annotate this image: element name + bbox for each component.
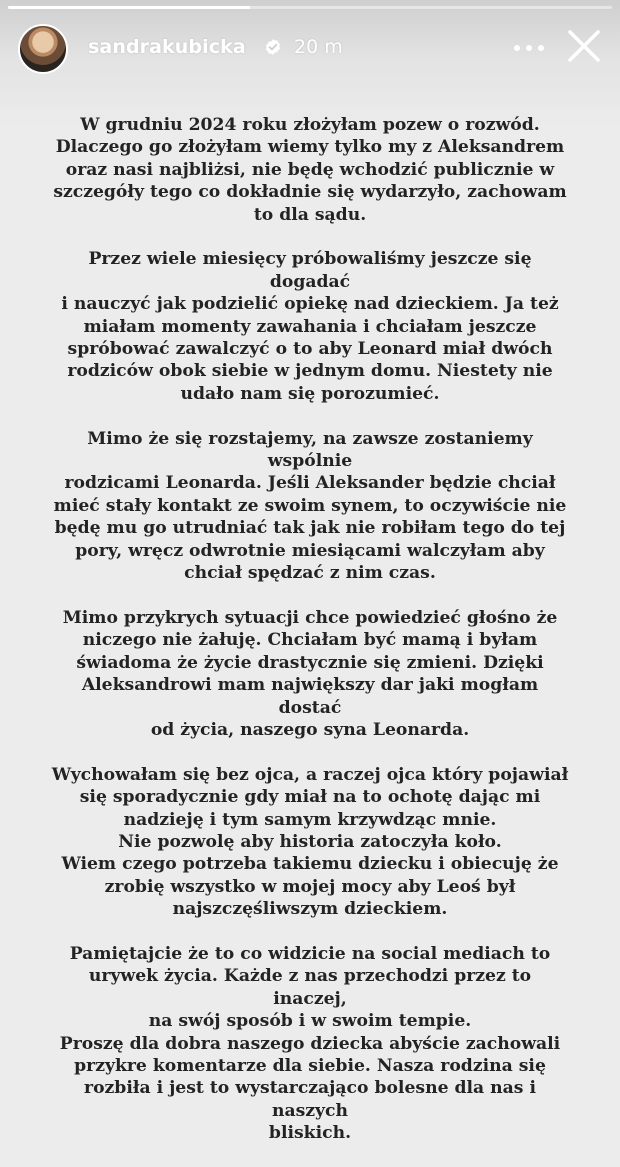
story-paragraph: Mimo przykrych sytuacji chce powiedzieć głośno że niczego nie żałuję. Chciałam być mamą i byłam świadoma że życie drastycznie się zmieni. Dzięki Aleksandrowi mam największy dar jaki mogłam dostać od życia, naszego syna Leonarda. bbox=[62, 607, 558, 740]
timestamp: 20 m bbox=[294, 36, 343, 58]
story-paragraph: Pamiętajcie że to co widzicie na social mediach to urywek życia. Każde z nas przechodzi przez to inaczej, na swój sposób i w swoim tempie. Proszę dla dobra naszego dziecka abyście zachowali przykre komentarze dla siebie. Nasza rodzina się rozbiła i jest to wystarczająco bolesne dla nas i naszych bliskich. bbox=[59, 943, 561, 1144]
story-paragraph: Przez wiele miesięcy próbowaliśmy jeszcze się dogadać i nauczyć jak podzielić opiekę nad dzieckiem. Ja też miałam momenty zawahania i chciałam jeszcze spróbować zawalczyć o to aby Leonard miał dwóch rodziców obok siebie w jednym domu. Niestety nie udało nam się porozumieć. bbox=[61, 249, 559, 404]
story-paragraph: W grudniu 2024 roku złożyłam pozew o rozwód. Dlaczego go złożyłam wiemy tylko my z Aleksandrem oraz nasi najbliżsi, nie będę wchodzić publicznie w szczegóły tego co dokładnie się wydarzyło, zachowam to dla sądu. bbox=[53, 115, 567, 225]
story-progress-fill bbox=[8, 6, 250, 9]
verified-badge-icon bbox=[264, 38, 282, 56]
avatar[interactable] bbox=[18, 24, 68, 74]
story-header bbox=[18, 22, 602, 76]
story-progress-bar bbox=[8, 6, 612, 9]
username[interactable]: sandrakubicka bbox=[88, 36, 246, 58]
close-icon[interactable] bbox=[566, 28, 602, 64]
story-text-content bbox=[50, 114, 570, 1167]
story-paragraph: Mimo że się rozstajemy, na zawsze zostaniemy wspólnie rodzicami Leonarda. Jeśli Aleksander będzie chciał mieć stały kontakt ze swoim synem, to oczywiście nie będę mu go utrudniać tak jak nie robiłam tego do tej pory, wręcz odwrotnie miesiącami walczyłam aby chciał spędzać z nim czas. bbox=[53, 428, 567, 584]
more-options-icon[interactable] bbox=[512, 36, 546, 60]
story-paragraph: Wychowałam się bez ojca, a raczej ojca który pojawiał się sporadycznie gdy miał na to ochotę dając mi nadzieję i tym samym krzywdząc mnie. Nie pozwolę aby historia zatoczyła koło. Wiem czego potrzeba takiemu dziecku i obiecuję że zrobię wszystko w mojej mocy aby Leoś był najszczęśliwszym dzieckiem. bbox=[51, 764, 569, 920]
